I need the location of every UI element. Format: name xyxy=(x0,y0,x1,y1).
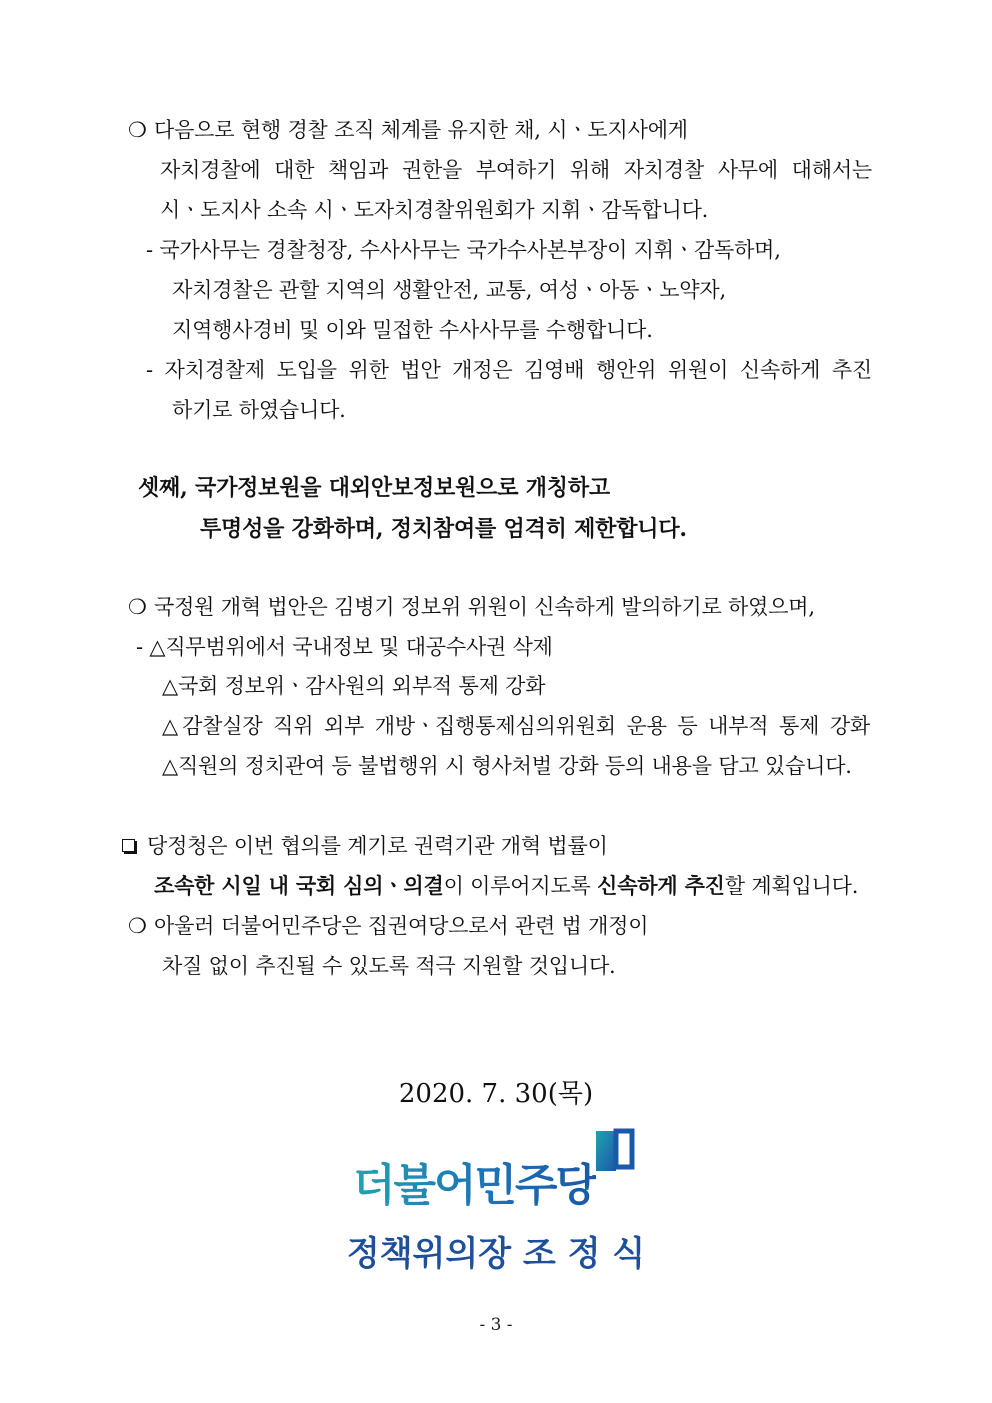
square-bullet-paragraph-line-2: 조속한 시일 내 국회 심의ㆍ의결이 이루어지도록 신속하게 추진할 계획입니다. xyxy=(154,873,859,898)
party-flag-icon xyxy=(593,1128,637,1176)
bullet-paragraph-3-line-2: 차질 없이 추진될 수 있도록 적극 지원할 것입니다. xyxy=(162,954,616,978)
bullet-paragraph-1-line-3: 시ㆍ도지사 소속 시ㆍ도자치경찰위원회가 지휘ㆍ감독합니다. xyxy=(160,198,709,222)
sub-paragraph-1-line-1: - 국가사무는 경찰청장, 수사사무는 국가수사본부장이 지휘ㆍ감독하며, xyxy=(146,238,781,262)
square-bullet-icon xyxy=(122,839,135,852)
sub-paragraph-1-line-3: 지역행사경비 및 이와 밀접한 수사사무를 수행합니다. xyxy=(172,318,653,342)
bullet-paragraph-3-line-1: ❍ 아울러 더불어민주당은 집권여당으로서 관련 법 개정이 xyxy=(128,914,649,938)
list-item: △감찰실장 직위 외부 개방ㆍ집행통제심의위원회 운용 등 내부적 통제 강화 xyxy=(162,714,870,738)
section-heading-line-1: 셋째, 국가정보원을 대외안보정보원으로 개칭하고 xyxy=(138,475,610,501)
sub-paragraph-2-line-1: - 자치경찰제 도입을 위한 법안 개정은 김영배 행안위 위원이 신속하게 추진 xyxy=(146,358,872,382)
party-logo xyxy=(347,1122,647,1218)
bullet-paragraph-2: ❍ 국정원 개혁 법안은 김병기 정보위 위원이 신속하게 발의하기로 하였으며, xyxy=(128,595,815,619)
section-heading-line-2: 투명성을 강화하며, 정치참여를 엄격히 제한합니다. xyxy=(200,516,687,542)
circle-bullet-icon: ❍ xyxy=(128,914,147,938)
square-bullet-paragraph-line-1: 당정청은 이번 협의를 계기로 권력기관 개혁 법률이 xyxy=(122,832,608,860)
signer-name: 정책위의장 조 정 식 xyxy=(346,1234,646,1274)
bullet-paragraph-1-line-2: 자치경찰에 대한 책임과 권한을 부여하기 위해 자치경찰 사무에 대해서는 xyxy=(160,158,872,182)
list-item: △직원의 정치관여 등 불법행위 시 형사처벌 강화 등의 내용을 담고 있습니다. xyxy=(162,754,852,778)
party-logo-text: 더불어민주당 xyxy=(353,1160,597,1211)
bullet-paragraph-1-line-1: ❍ 다음으로 현행 경찰 조직 체계를 유지한 채, 시ㆍ도지사에게 xyxy=(128,118,688,142)
list-item: △국회 정보위ㆍ감사원의 외부적 통제 강화 xyxy=(162,674,546,698)
document-date: 2020. 7. 30(목) xyxy=(398,1079,594,1109)
circle-bullet-icon: ❍ xyxy=(128,595,147,619)
circle-bullet-icon: ❍ xyxy=(128,118,147,142)
list-item: - △직무범위에서 국내정보 및 대공수사권 삭제 xyxy=(136,635,553,659)
sub-paragraph-2-line-2: 하기로 하였습니다. xyxy=(172,398,346,422)
sub-paragraph-1-line-2: 자치경찰은 관할 지역의 생활안전, 교통, 여성ㆍ아동ㆍ노약자, xyxy=(172,278,726,302)
page-number: - 3 - xyxy=(479,1315,513,1335)
